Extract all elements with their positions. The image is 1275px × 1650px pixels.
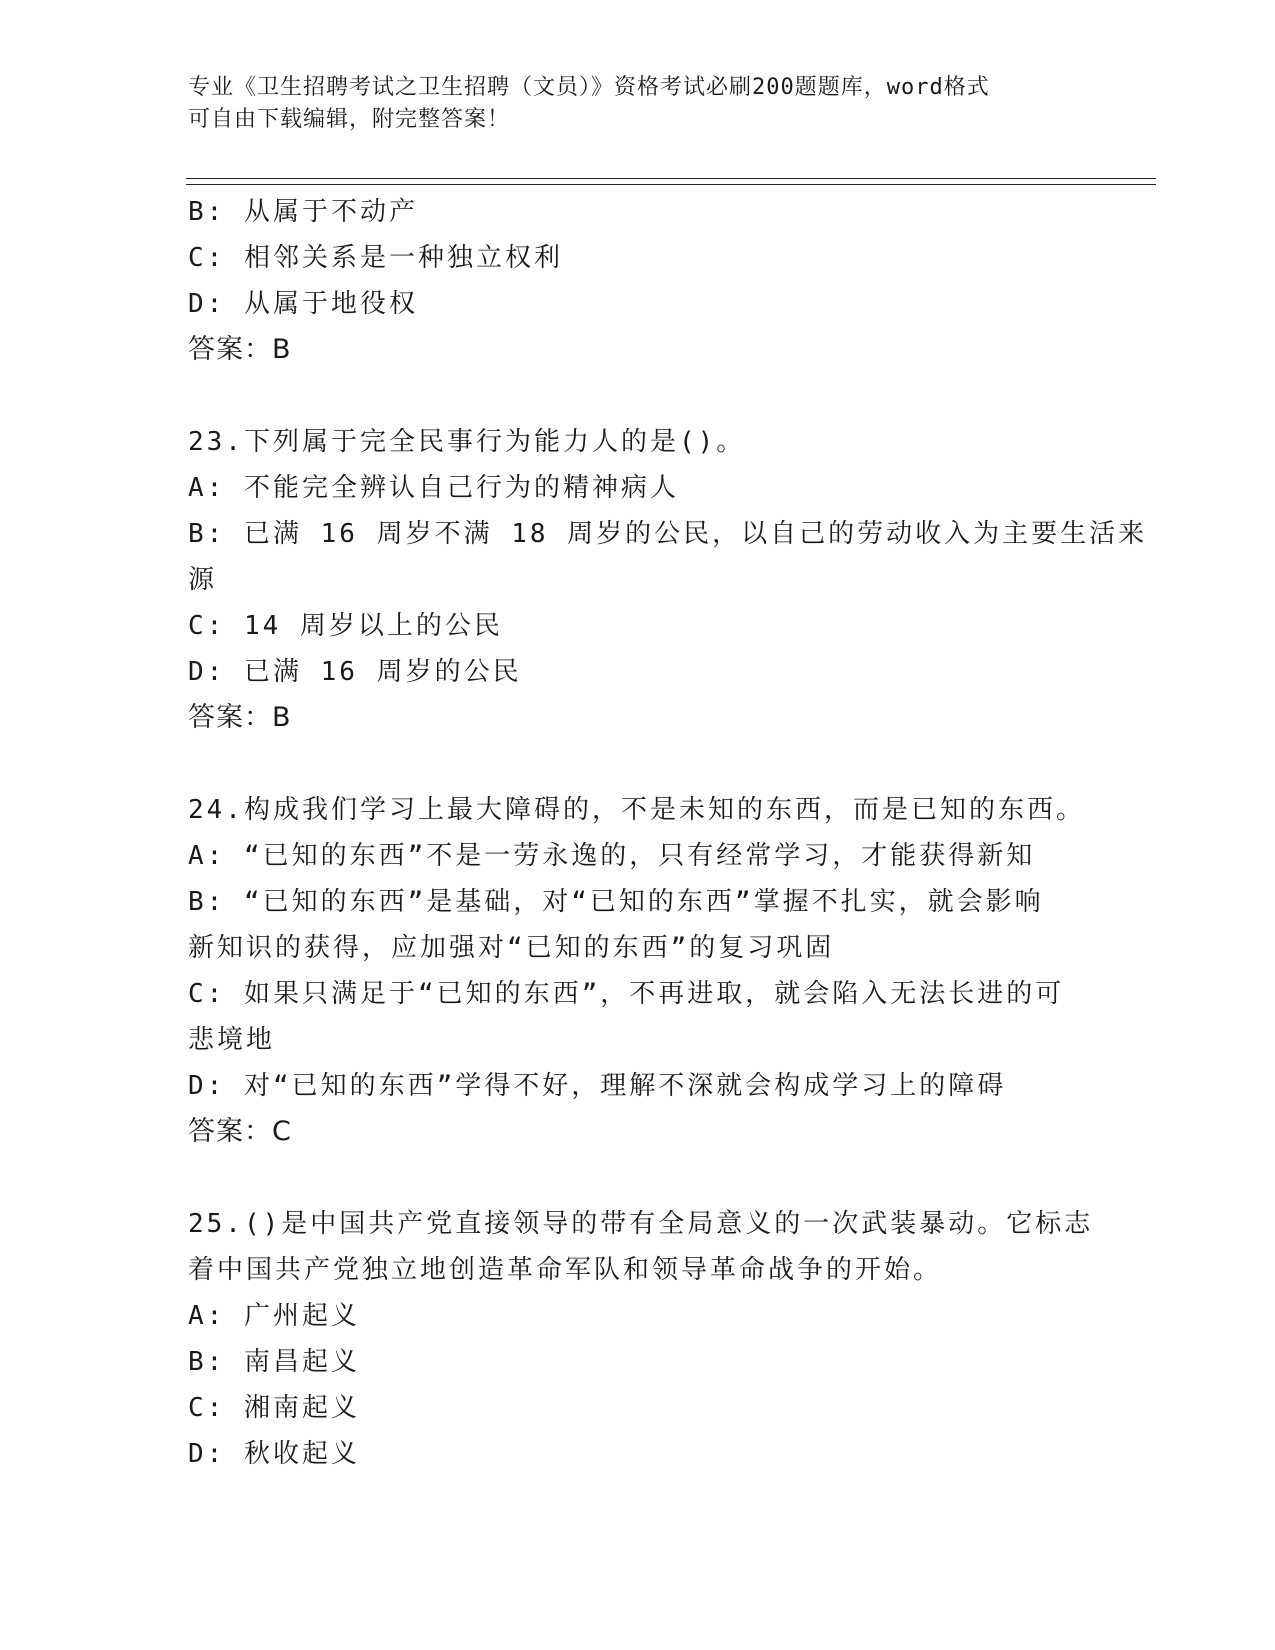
q22-answer: 答案：B: [188, 334, 292, 365]
q25-question-line-1: 25.()是中国共产党直接领导的带有全局意义的一次武装暴动。它标志: [188, 1209, 1094, 1239]
q24-option-c-line-2: 悲境地: [188, 1025, 276, 1055]
q24-option-b-line-2: 新知识的获得，应加强对“已知的东西”的复习巩固: [188, 933, 835, 963]
q23-option-b-line-2: 源: [188, 565, 218, 595]
q23-option-d: D: 已满 16 周岁的公民: [188, 657, 522, 687]
q25-question-line-2: 着中国共产党独立地创造革命军队和领导革命战争的开始。: [188, 1255, 943, 1285]
q24-option-b-line-1: B: “已知的东西”是基础，对“已知的东西”掌握不扎实，就会影响: [188, 887, 1044, 917]
question-25-block: [188, 1201, 1094, 1477]
document-body: [188, 189, 1148, 1477]
header-line-1: 专业《卫生招聘考试之卫生招聘（文员）》资格考试必刷200题题库，word格式: [188, 75, 990, 100]
q24-question: 24.构成我们学习上最大障碍的，不是未知的东西，而是已知的东西。: [188, 795, 1085, 825]
question-24-block: [188, 787, 1088, 1155]
q23-question: 23.下列属于完全民事行为能力人的是()。: [188, 427, 746, 457]
q23-answer: 答案：B: [188, 702, 292, 733]
question-23-block: [188, 419, 1148, 741]
q25-option-c: C: 湘南起义: [188, 1393, 360, 1423]
header-line-2: 可自由下载编辑，附完整答案！: [188, 107, 511, 132]
q23-option-c: C: 14 周岁以上的公民: [188, 611, 503, 641]
q23-option-a: A: 不能完全辨认自己行为的精神病人: [188, 473, 679, 503]
q25-option-d: D: 秋收起义: [188, 1439, 360, 1469]
spacer: [188, 1155, 1088, 1201]
q25-option-a: A: 广州起义: [188, 1301, 360, 1331]
q22-option-c: C: 相邻关系是一种独立权利: [188, 243, 563, 273]
q24-answer: 答案：C: [188, 1116, 292, 1147]
q24-option-c-line-1: C: 如果只满足于“已知的东西”，不再进取，就会陷入无法长进的可: [188, 979, 1065, 1009]
q22-option-b: B: 从属于不动产: [188, 197, 418, 227]
q22-option-d: D: 从属于地役权: [188, 289, 418, 319]
spacer: [188, 741, 1088, 787]
question-22-block: [188, 189, 1088, 373]
q23-option-b-line-1: B: 已满 16 周岁不满 18 周岁的公民，以自己的劳动收入为主要生活来: [188, 519, 1148, 549]
q24-option-a: A: “已知的东西”不是一劳永逸的，只有经常学习，才能获得新知: [188, 841, 1036, 871]
document-header: [188, 72, 1068, 136]
header-divider-bottom: [186, 184, 1156, 185]
header-divider-top: [186, 178, 1156, 179]
q24-option-d: D: 对“已知的东西”学得不好，理解不深就会构成学习上的障碍: [188, 1071, 1007, 1101]
spacer: [188, 373, 1088, 419]
q25-option-b: B: 南昌起义: [188, 1347, 360, 1377]
